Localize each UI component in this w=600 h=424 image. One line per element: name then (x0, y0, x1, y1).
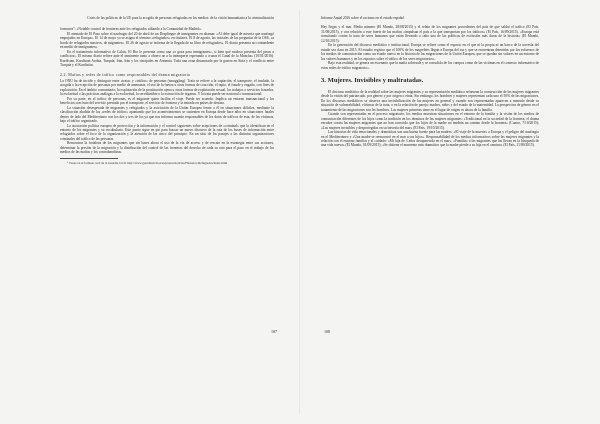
left-paragraph: formuros"; «Notable control de fronteras ante los refugiados saltando a la Comunidad de Madrid». (60, 27, 202, 32)
right-paragraph: El discurso mediático de la realidad sobre las mujeres migrantes y su representación mediática refuerzan la construcción de las mujeres migrantes desde la visión del patriarcado, por género y por origen o etnia. Sin embargo, los hombres y mujeres representan cada uno el 50% de las migraciones. En los discursos mediáticos se observa una invisibilización de las mujeres en general y cuando son representadas aparecen a menudo desde su situación de vulnerabilidad, víctimas de la trata, o en la relación de pareja: madres, niños y del estado de la maternidad. La perspectiva de género en el tratamiento de las migraciones son les hombres. Las mujeres primeras tiene en el lugar de origen es ahora de la familia. (321, 89, 539, 112)
left-footnote: ¹ Véase en el formato web de la Guardia Civil: http://www.guardiacivil.es/es/prensa/noticias/Historico/Refugiados/index.html (67, 160, 228, 165)
left-paragraph: El atentado de El Paso sobre el naufragio del 20 de abril de un Despliegue de inmigrantes en altamar. «Al debe igual de miseria que naufragó empujados en Europa». El 14 de mayo ya se asigna el término «refugiados» en titulares. El 8 de agosto, las iniciales de las preguntas de la OSS, «a bordo de refugiados masivos, de migrantes». El 26 de agosto se informa de la llegada de su libro de refugiados». El diario presenta no contundente en medio de inmigrantes». (60, 31, 274, 50)
right-paragraph: Cuando son representadas en el proceso migratorio, los medios muestran situaciones en el entorno de la familia y la visión de los medios de comunicación diferentes de los hijos como la tradición en los términos de las mujeres migrantes: «Tradicional en la sociedad de la frontera, el drama encubre contra las mujeres migrantes que no han conocido que los hijos de la madre no tendrán un camino desde la frontera» (Cuatro, 7/10/2015); «Las mujeres invisibles y desprotegidas en su travesía del mar» (El País, 19/10/2015). (321, 112, 539, 130)
left-paragraph: Por su parte, en el tráfico de personas, es el migrante quien facilita el viaje. Puede ser acuerdo. Implica un entorno transnacional y los beneficios son fruto del servicio prestado por el transporte, el servicio de frontera y la entrada en países de destino. (60, 96, 274, 106)
right-paragraph: Bajo esta realidad, se genera un escenario que la mafia sobresale y se consolida de los cuerpos como de las víctimas en el contexto informativo de estas redes de tráfico migratorio». (321, 61, 539, 70)
gutter-divider (299, 10, 300, 414)
right-paragraph: Las historias de vida emocionales y dramáticas son una buena fuente para las madres: «El viaje de la muerte» a Europa y el peligro del naufragio en el Mediterráneo y «Una madre se reencontró en el mar a sus hijos». Responsabilidad de los medios informativos sobre las mujeres migrantes y la relación con el entorno familiar y el cuidado: «Mi hija de 3 años desaparecida en el mar», «Familia» a las migrantes que las llevan en la búsqueda de una vida nueva» (El Mundo, 01/09/2015); «Se obtiene el momento más dramático que la madre pierde a su hija en el camino» (El País, 11/09/2015). (321, 130, 539, 148)
left-paragraph: Rencontrar la fortaleza de los migrantes que sin bases ahora el uso de la vía de acceso y de rescate en la estrategia entre sus acciones, determinar la presión de la migración y la distribución del control de las fronteras del derecho de cada su rato para el paso en el trabajo de los medios de las mafias y los contrabandistas. (60, 141, 274, 155)
left-page (60, 16, 274, 165)
left-page-number: 107 (271, 329, 277, 334)
right-running-head: Informe Anual 2016 sobre el racismo en el estado español (321, 16, 405, 20)
right-paragraph: Hay llegas y el mar. Medio número (El Mundo, 28/08/2015) y el relato de los migrantes procedentes del país de que saldrá el tráfico (El País, 31/08/2015), y con relación a este fuerte de las mafias «impulsan el país a la que transportan por los tráficos» (El País, 16/09/2015). «Europa está transitando contra la trata de seres humanos que están llevando a cabo una de las políticas de exclusión más duras de la historia» (El Mundo, 12/10/2015). (321, 25, 539, 43)
footnote-rule (60, 158, 118, 159)
right-page (321, 16, 539, 148)
left-paragraph: La ONU ha de incidir y distinguir entre «trata» y «tráfico» de personas (smuggling). Trata se refiere a la captación, el transporte, el traslado, la acogida o la recepción de personas por medio de amenazas, el uso de la fuerza u otras formas de coacción, el rapto, el fraude y engaño, con fines de explotación. En el ámbito comunitario, la explotación de la prostitución ajena u otras formas de explotación sexual, los trabajos o servicios forzados, la esclavitud o las prácticas análogas a la esclavitud, la servidumbre o la extracción de órganos. Y la trata puede ser nacional o transnacional. (60, 78, 274, 97)
left-running-head: Crisis de las políticas de la UE para la acogida de personas refugiadas en los medios: de la visión humanitaria a la criminalización (87, 16, 274, 20)
left-paragraph: La asociación política europea de protección y la información y el control siguientes sobre acepciones de «criminal» que lo identifican en el entorno de los migrantes y su vocabulario. Este punto sigue en pie para buscar un nuevo discurso de la ruta de los buses de información entre refugiados sobre el foco de la organización y la atención de las cinco del principio. En un sitio de los pasajes a las distintas organizaciones criminales del tráfico de las personas. (60, 123, 274, 141)
left-paragraph: La situación desesperada de migrantes y refugiados y la asociación de la Unión Europea frente a él en situaciones difíciles, mediante la clasificación aludida de los «redes de tráfico» apuntando que los acontecimientos se sustenten en Europa desde hace años en situaciones fatales dentro de lado del Mediterráneo con los dos y tres de los ya que nos informa cuando responsables de los datos de tráficos de esta, de las víctimas, bajo el tráfico organizado. (60, 105, 274, 124)
left-paragraph: En el tratamiento informativo de Calais, El Rto le presenta como una «o goza para inmigrantes», si bien qué ruidoso presenta del pasos a conflictos». El mismo diario refiere ante el inminente tanto a obrero ne a la intemperie esperando a cruzar el Canal de la Mancha» (10/01/2016). Kurdistan, Kurdistan Arabia, Turquía, Irán, Irán y los rincipales en Armenia. Toda una zona distanciada por la guerra en Siria y el conflicto entre Turquía y el Kurdistán. (60, 49, 274, 68)
right-paragraph: En la generación del discurso mediático e institucional, Europa se refiere como el espacio en el que ni la propia ni un barco de la travesía del estado sea clara en 2015. El estudio registra que el 100% de los magrebíes llegan a Europa del sur y que se encuentran detenidos por los esfuerzos de los medios de comunicación como un estado nuevo en la historia de las migraciones de la Unión Europea, que se quedan sin valores en un entorno de los valores humanos y en los espacios sobre el tráfico de los seres migratorios». (321, 43, 539, 61)
left-section-title: 2.2. Mafias y redes de tráfico como responsables del drama migratorio (60, 72, 191, 77)
right-page-number: 108 (324, 329, 330, 334)
right-section-title: 3. Mujeres. Invisibles y maltratadas. (321, 76, 424, 84)
